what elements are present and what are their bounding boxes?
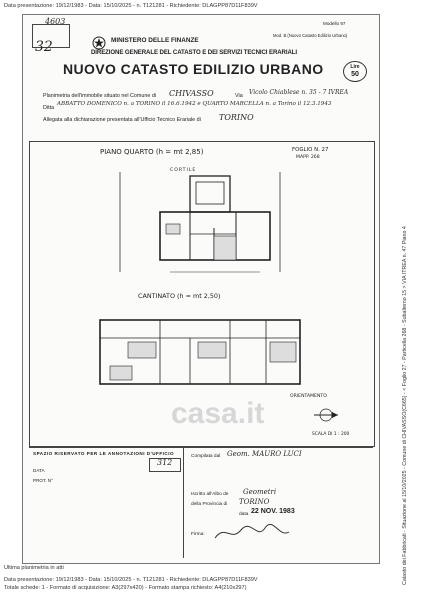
watermark-logo: casa.it (171, 397, 265, 430)
fourth-floor-label: PIANO QUARTO (h = mt 2,85) (100, 148, 204, 156)
comune-value: CHIVASSO (169, 89, 214, 98)
compiled-by-label: Compilata dal (191, 454, 221, 459)
handwritten-reference: 4603 (45, 17, 66, 26)
footer-last-plan: Ultima planimetria in atti (4, 565, 64, 571)
office-protocol-label: PROT. N° (33, 478, 53, 483)
orientation-label: ORIENTAMENTO (290, 394, 327, 399)
direction-name: DIREZIONE GENERALE DEL CATASTO E DEI SERVIZI TECNICI ERARIALI (91, 49, 297, 56)
cadastral-plan-sheet (22, 14, 380, 564)
signature-label: Firma: (191, 532, 205, 537)
ministry-name: MINISTERO DELLE FINANZE (111, 37, 199, 44)
street-value: Vicolo Chiablese n. 35 - 7 IVREA (249, 89, 349, 96)
parcel-number: MAPP. 268 (296, 155, 320, 160)
owner-label: Ditta (43, 105, 55, 111)
date-signed-label: data (239, 512, 249, 517)
office-value: TORINO (219, 113, 254, 122)
stamp-number: 32 (35, 39, 53, 55)
side-metadata: Catasto dei Fabbricati - Situazione al 15/10/2025 - Comune di CHIVASSO(C665) - < Foglio 27 - Particella 268 - Subalterno 15 > VIA ITREA n. 47 Piano 4 (402, 226, 408, 585)
province-label: della Provincia di (191, 502, 228, 507)
sheet-number: FOGLIO N. 27 (292, 147, 329, 153)
register-value: Geometri (243, 488, 277, 496)
street-label: Via (235, 93, 243, 99)
register-label: Iscritto all'Albo de (191, 492, 229, 497)
compiled-by-value: Geom. MAURO LUCI (227, 450, 302, 458)
office-label: Allegata alla dichiarazione presentata all'Ufficio Tecnico Erariale di (43, 117, 201, 123)
model-label: Mod. B (Nuovo Catasto Edilizio Urbano) (273, 33, 348, 38)
fee-value: 50 (351, 71, 359, 78)
model-mark: Modello 97 (323, 21, 346, 26)
footer-format: Totale schede: 1 - Formato di acquisizione: A3(297x420) - Formato stampa richiesto: A4(210x297) (4, 585, 247, 591)
basement-label: CANTINATO (h = mt 2,50) (138, 292, 221, 300)
scale-label: SCALA DI 1 : 200 (312, 432, 350, 437)
north-arrow-icon (312, 404, 340, 426)
signature-drawing (213, 522, 293, 544)
owner-value: ABBATTO DOMENICO n. a TORINO il 16.6.1942 e QUARTO MARCELLA n. a Torino il 12.3.1943 (57, 101, 332, 107)
date-signed-value: 22 NOV. 1983 (251, 508, 295, 515)
office-date-label: DATA (33, 468, 45, 473)
office-annotation-title: SPAZIO RISERVATO PER LE ANNOTAZIONI D'UFFICIO (33, 451, 175, 456)
bottom-section (29, 447, 373, 560)
courtyard-label: CORTILE (170, 168, 197, 173)
fee-stamp (343, 61, 367, 82)
header-metadata: Data presentazione: 19/12/1983 - Data: 15/10/2025 - n. T121281 - Richiedente: DLAGPP87D11F839V (4, 3, 258, 9)
document-title: NUOVO CATASTO EDILIZIO URBANO (63, 61, 324, 77)
location-label: Planimetria dell'immobile situato nel Comune di (43, 93, 157, 99)
footer-metadata: Data presentazione: 19/12/1983 - Data: 15/10/2025 - n. T121281 - Richiedente: DLAGPP87D11F839V (4, 577, 258, 583)
province-value: TORINO (239, 498, 270, 506)
fee-label: Lire (350, 64, 360, 70)
office-annotation-box (29, 448, 184, 558)
office-number: 312 (157, 458, 173, 467)
